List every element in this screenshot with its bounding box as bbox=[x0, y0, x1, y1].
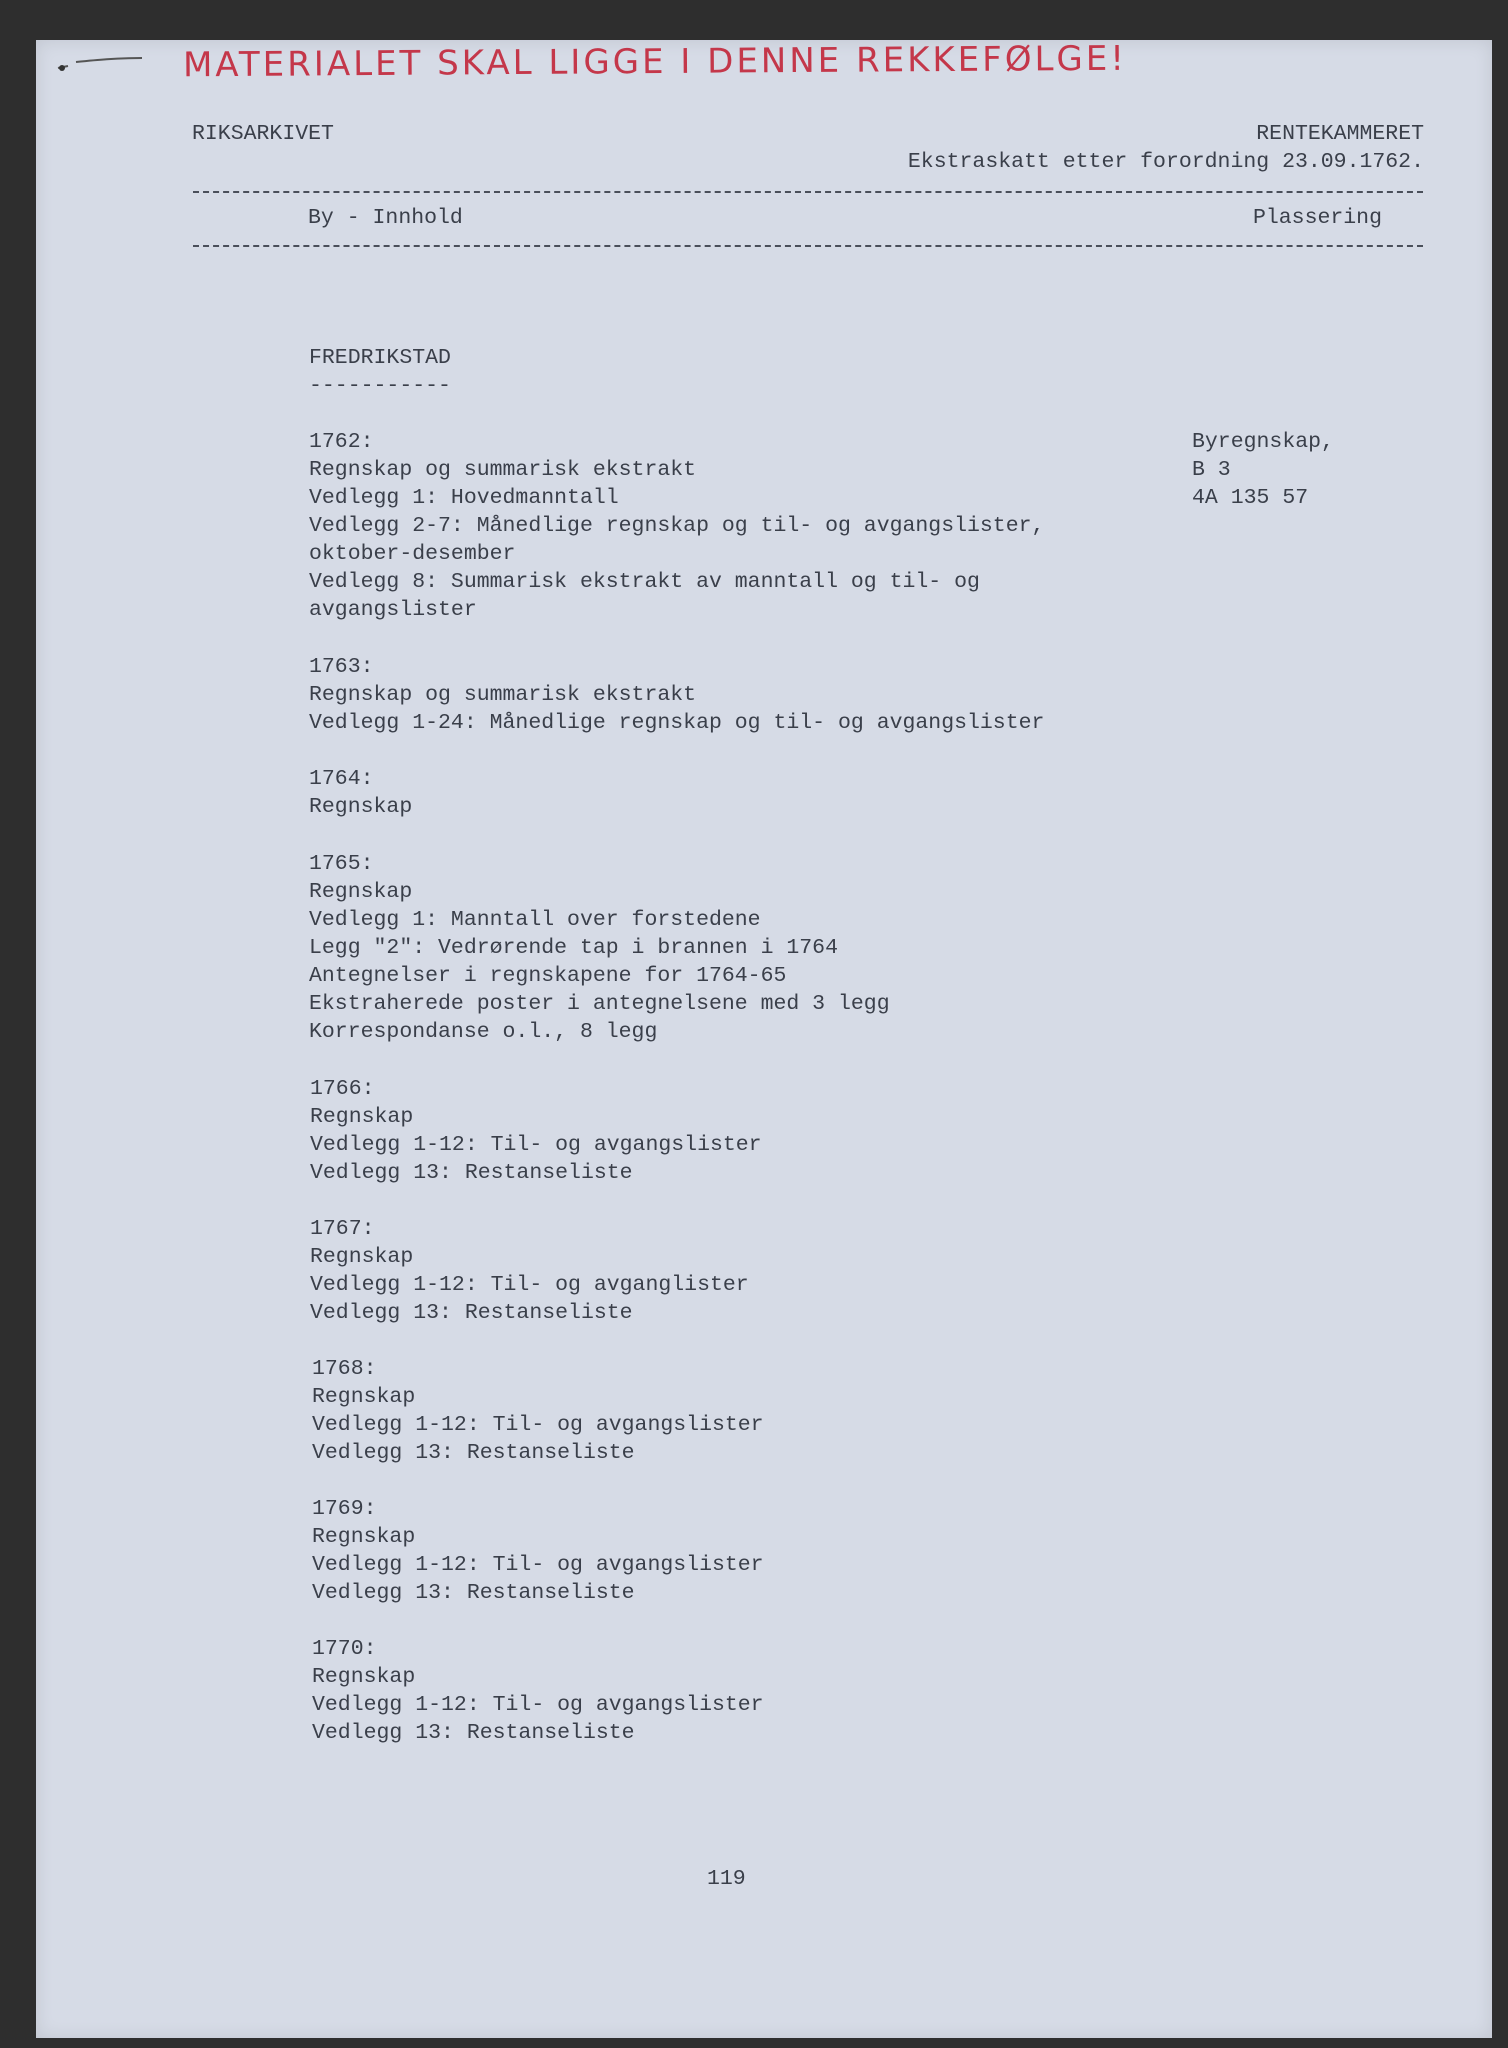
section-line: Regnskap bbox=[312, 1525, 416, 1549]
header-left: RIKSARKIVET bbox=[192, 122, 334, 146]
divider-bottom bbox=[193, 245, 1423, 247]
section-line: Legg "2": Vedrørende tap i brannen i 1764 bbox=[309, 936, 838, 960]
section-line: Vedlegg 1-12: Til- og avganglister bbox=[310, 1273, 749, 1297]
section-line: Vedlegg 1-12: Til- og avgangslister bbox=[312, 1413, 764, 1437]
section-year: 1763: bbox=[309, 655, 374, 679]
section-year: 1767: bbox=[310, 1217, 375, 1241]
section-line: Ekstraherede poster i antegnelsene med 3 legg bbox=[309, 992, 890, 1016]
section-line: Vedlegg 1: Manntall over forstedene bbox=[309, 908, 761, 932]
section-line: Regnskap bbox=[310, 1105, 414, 1129]
handwritten-note: MATERIALET SKAL LIGGE I DENNE REKKEFØLGE! bbox=[182, 38, 1128, 86]
section-line: Vedlegg 13: Restanseliste bbox=[310, 1161, 633, 1185]
section-line: Regnskap bbox=[309, 880, 413, 904]
section-line: Vedlegg 1-12: Til- og avgangslister bbox=[312, 1693, 764, 1717]
section-line: Antegnelser i regnskapene for 1764-65 bbox=[309, 964, 787, 988]
section-year: 1766: bbox=[310, 1077, 375, 1101]
placement-line-2: B 3 bbox=[1192, 458, 1231, 482]
section-line: Vedlegg 2-7: Månedlige regnskap og til- og avgangslister, bbox=[309, 514, 1045, 538]
section-line: Vedlegg 13: Restanseliste bbox=[310, 1301, 633, 1325]
section-line: avgangslister bbox=[309, 598, 477, 622]
section-line: Korrespondanse o.l., 8 legg bbox=[309, 1020, 658, 1044]
section-line: Vedlegg 1-24: Månedlige regnskap og til- og avgangslister bbox=[309, 711, 1045, 735]
section-year: 1770: bbox=[312, 1637, 377, 1661]
section-line: Vedlegg 8: Summarisk ekstrakt av manntall og til- og bbox=[309, 570, 980, 594]
section-line: Regnskap bbox=[309, 795, 413, 819]
staple-mark bbox=[56, 52, 146, 82]
section-line: Regnskap bbox=[310, 1245, 414, 1269]
section-line: Vedlegg 1: Hovedmanntall bbox=[309, 486, 619, 510]
section-line: oktober-desember bbox=[309, 542, 516, 566]
section-line: Regnskap og summarisk ekstrakt bbox=[309, 683, 697, 707]
section-line: Vedlegg 13: Restanseliste bbox=[312, 1581, 635, 1605]
section-line: Vedlegg 13: Restanseliste bbox=[312, 1721, 635, 1745]
header-subtitle: Ekstraskatt etter forordning 23.09.1762. bbox=[907, 150, 1424, 174]
section-line: Regnskap bbox=[312, 1665, 416, 1689]
city-title: FREDRIKSTAD bbox=[309, 346, 451, 370]
placement-line-3: 4A 135 57 bbox=[1192, 486, 1309, 510]
document-page bbox=[36, 40, 1492, 2038]
section-year: 1768: bbox=[312, 1357, 377, 1381]
section-line: Regnskap og summarisk ekstrakt bbox=[309, 458, 697, 482]
column-left-label: By - Innhold bbox=[308, 206, 463, 230]
section-line: Vedlegg 1-12: Til- og avgangslister bbox=[312, 1553, 764, 1577]
header-right: RENTEKAMMERET bbox=[1256, 122, 1424, 146]
section-line: Regnskap bbox=[312, 1385, 416, 1409]
section-year: 1769: bbox=[312, 1497, 377, 1521]
section-year: 1765: bbox=[309, 852, 374, 876]
section-line: Vedlegg 13: Restanseliste bbox=[312, 1441, 635, 1465]
city-underline: ----------- bbox=[309, 374, 451, 398]
placement-line-1: Byregnskap, bbox=[1192, 430, 1334, 454]
section-year: 1764: bbox=[309, 767, 374, 791]
section-year: 1762: bbox=[309, 430, 374, 454]
divider-top bbox=[193, 191, 1423, 193]
column-right-label: Plassering bbox=[1252, 206, 1382, 230]
section-line: Vedlegg 1-12: Til- og avgangslister bbox=[310, 1133, 762, 1157]
page-number: 119 bbox=[707, 1867, 746, 1891]
